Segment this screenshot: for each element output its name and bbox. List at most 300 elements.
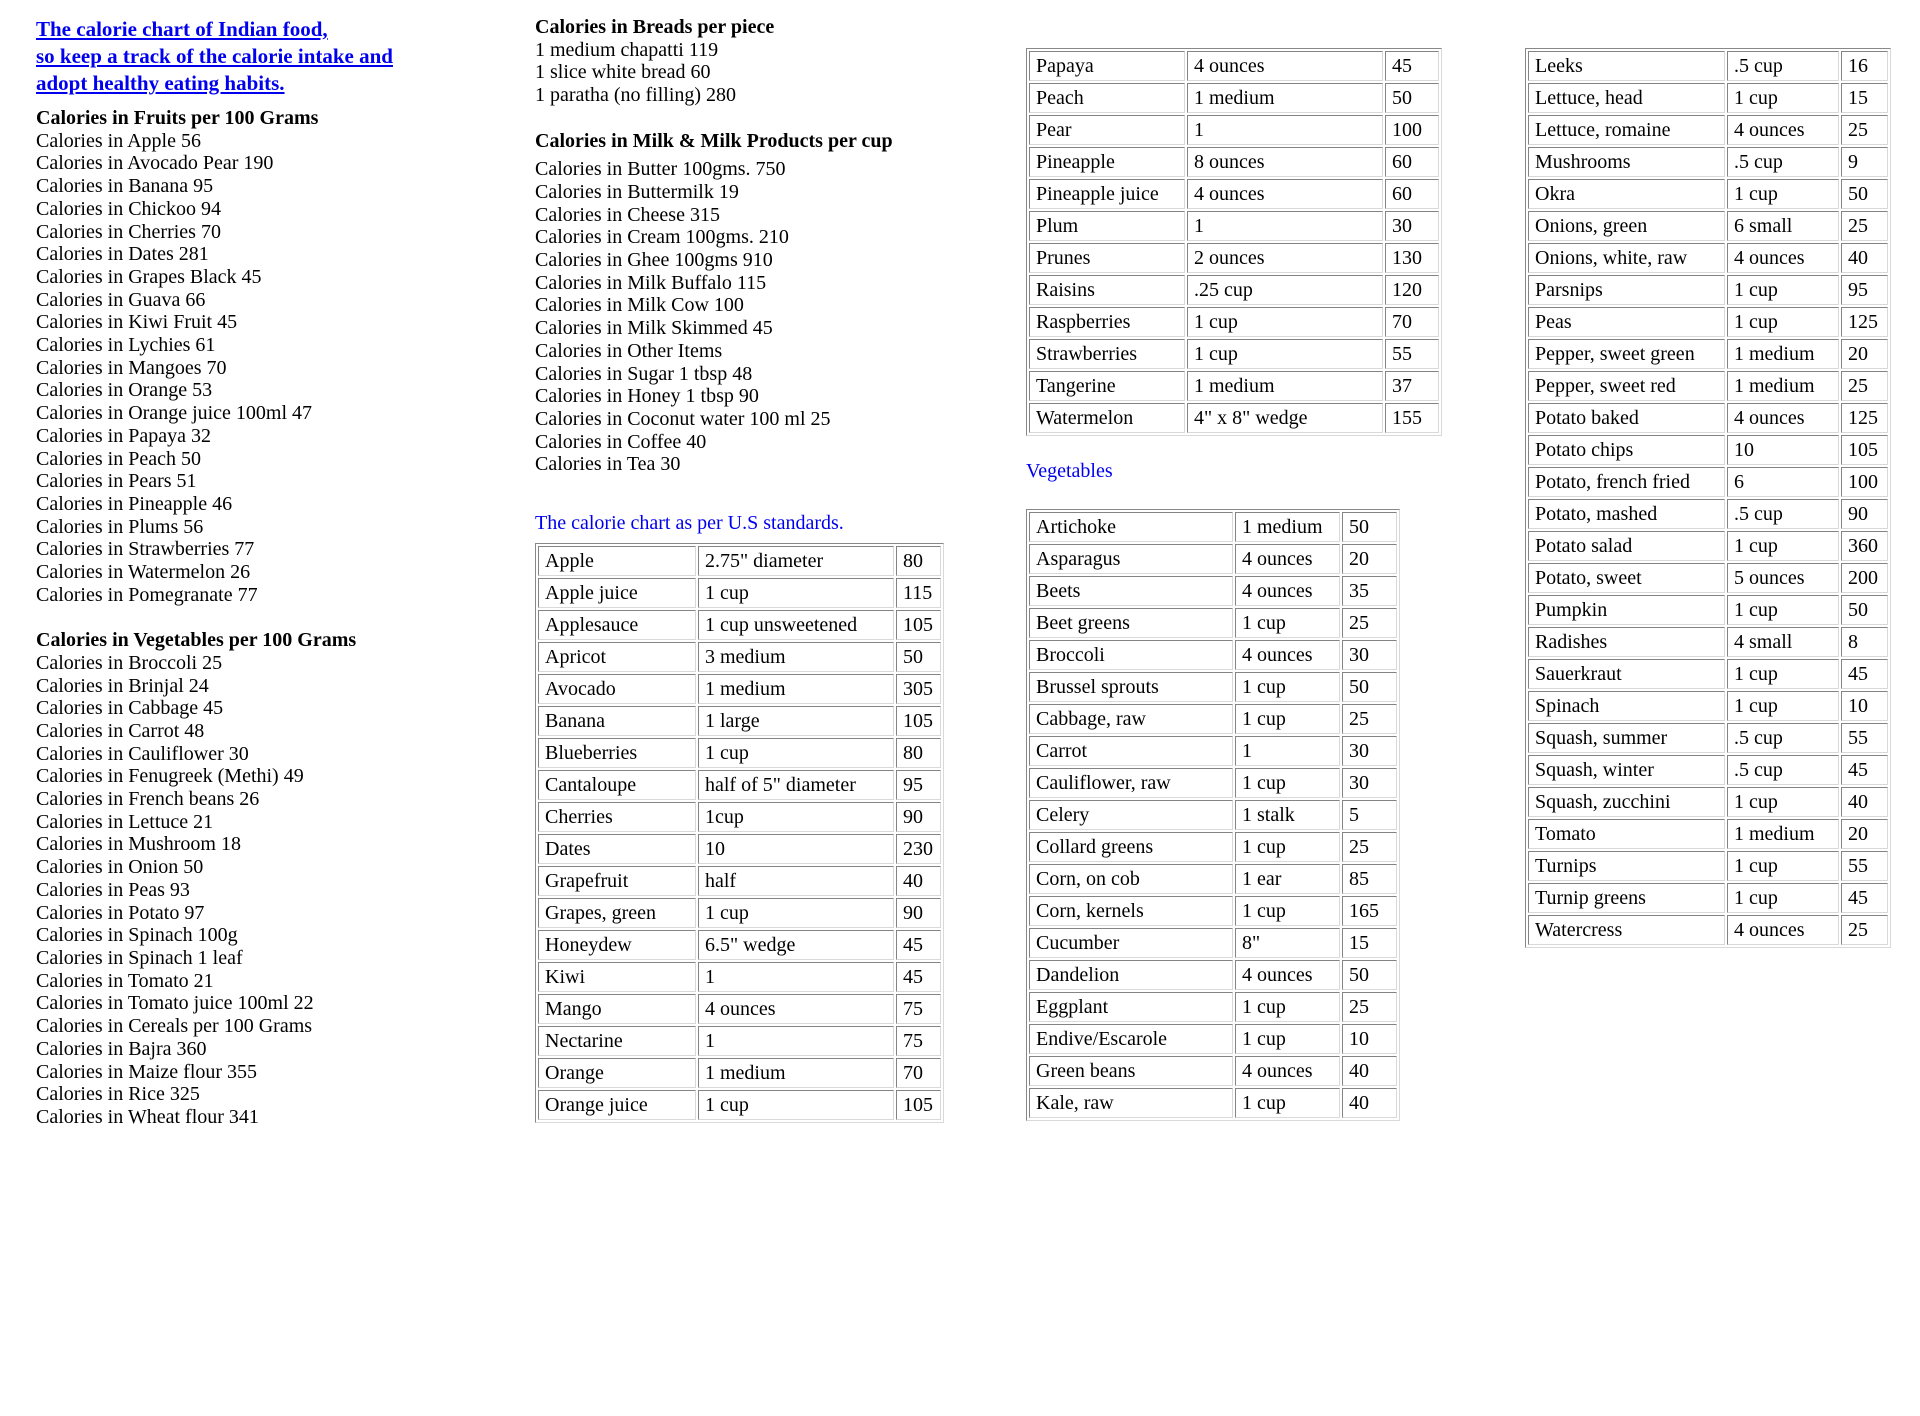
table-row xyxy=(538,1026,941,1056)
text-line: Calories in Rice 325 xyxy=(36,1083,200,1106)
calories-cell: 75 xyxy=(896,994,941,1024)
table-row xyxy=(1029,275,1439,305)
serving-size-cell: 4 small xyxy=(1727,627,1839,657)
page-title-link[interactable] xyxy=(36,16,516,97)
food-name-cell: Corn, kernels xyxy=(1029,896,1233,926)
food-name-cell: Banana xyxy=(538,706,696,736)
table-row xyxy=(1029,1024,1397,1054)
text-line: Calories in Watermelon 26 xyxy=(36,561,251,584)
table-row xyxy=(538,1090,941,1120)
text-line: Calories in Guava 66 xyxy=(36,288,206,311)
calories-cell: 360 xyxy=(1841,531,1888,561)
table-row xyxy=(1029,928,1397,958)
food-name-cell: Peach xyxy=(1029,83,1185,113)
serving-size-cell: 6 xyxy=(1727,467,1839,497)
calories-cell: 25 xyxy=(1841,115,1888,145)
text-line: Calories in Honey 1 tbsp 90 xyxy=(535,385,759,408)
calories-cell: 40 xyxy=(1841,243,1888,273)
serving-size-cell: 1 cup xyxy=(698,738,894,768)
text-line: Calories in Tea 30 xyxy=(535,453,681,476)
calories-cell: 50 xyxy=(1841,179,1888,209)
table-row xyxy=(1029,1088,1397,1118)
table-row xyxy=(1528,211,1888,241)
calories-cell: 95 xyxy=(1841,275,1888,305)
text-line: Calories in Grapes Black 45 xyxy=(36,265,262,288)
table-row xyxy=(1029,51,1439,81)
text-line: Calories in Lettuce 21 xyxy=(36,810,214,833)
calories-cell: 55 xyxy=(1841,723,1888,753)
calories-cell: 105 xyxy=(896,706,941,736)
serving-size-cell: 1 cup xyxy=(1235,832,1340,862)
serving-size-cell: 1 cup xyxy=(1727,883,1839,913)
calories-cell: 105 xyxy=(896,1090,941,1120)
food-name-cell: Leeks xyxy=(1528,51,1725,81)
food-name-cell: Green beans xyxy=(1029,1056,1233,1086)
food-name-cell: Tomato xyxy=(1528,819,1725,849)
calories-cell: 45 xyxy=(1385,51,1439,81)
calories-cell: 20 xyxy=(1841,819,1888,849)
calories-cell: 75 xyxy=(896,1026,941,1056)
text-line: Calories in Maize flour 355 xyxy=(36,1060,258,1083)
serving-size-cell: 1 ear xyxy=(1235,864,1340,894)
serving-size-cell: 1 cup xyxy=(1235,992,1340,1022)
food-name-cell: Tangerine xyxy=(1029,371,1185,401)
table-row xyxy=(1528,563,1888,593)
table-row xyxy=(1528,915,1888,945)
food-name-cell: Cucumber xyxy=(1029,928,1233,958)
table-row xyxy=(1029,736,1397,766)
text-line: Calories in Cauliflower 30 xyxy=(36,742,249,765)
food-name-cell: Potato, sweet xyxy=(1528,563,1725,593)
calories-cell: 45 xyxy=(1841,755,1888,785)
food-name-cell: Cantaloupe xyxy=(538,770,696,800)
table-row xyxy=(538,642,941,672)
serving-size-cell: 1 cup xyxy=(1235,1088,1340,1118)
food-name-cell: Potato chips xyxy=(1528,435,1725,465)
serving-size-cell: 1 medium xyxy=(1187,83,1383,113)
us-vegetables-column xyxy=(1525,48,1905,948)
food-name-cell: Honeydew xyxy=(538,930,696,960)
table-row xyxy=(538,674,941,704)
food-name-cell: Pepper, sweet red xyxy=(1528,371,1725,401)
serving-size-cell: 4" x 8" wedge xyxy=(1187,403,1383,433)
milk-list xyxy=(535,158,975,476)
calories-cell: 10 xyxy=(1841,691,1888,721)
text-line: Calories in Milk Buffalo 115 xyxy=(535,271,767,294)
table-row xyxy=(1029,115,1439,145)
table-row xyxy=(1528,691,1888,721)
calories-cell: 9 xyxy=(1841,147,1888,177)
serving-size-cell: .5 cup xyxy=(1727,755,1839,785)
text-line: Calories in Spinach 1 leaf xyxy=(36,947,243,969)
serving-size-cell: 1 cup xyxy=(698,578,894,608)
calories-cell: 70 xyxy=(1385,307,1439,337)
text-line: Calories in Carrot 48 xyxy=(36,719,205,742)
table-row xyxy=(1528,275,1888,305)
food-name-cell: Pumpkin xyxy=(1528,595,1725,625)
serving-size-cell: 10 xyxy=(698,834,894,864)
table-row xyxy=(1528,883,1888,913)
food-name-cell: Plum xyxy=(1029,211,1185,241)
text-line: Calories in Cream 100gms. 210 xyxy=(535,226,789,249)
calories-cell: 50 xyxy=(1385,83,1439,113)
table-row xyxy=(1528,659,1888,689)
text-line: Calories in Buttermilk 19 xyxy=(535,180,739,203)
food-name-cell: Collard greens xyxy=(1029,832,1233,862)
serving-size-cell: 4 ounces xyxy=(1727,915,1839,945)
text-line: Calories in Cherries 70 xyxy=(36,220,221,243)
food-name-cell: Kale, raw xyxy=(1029,1088,1233,1118)
calories-cell: 60 xyxy=(1385,179,1439,209)
serving-size-cell: 10 xyxy=(1727,435,1839,465)
serving-size-cell: 1 cup xyxy=(1235,672,1340,702)
text-line: Calories in Coconut water 100 ml 25 xyxy=(535,407,831,430)
calories-cell: 50 xyxy=(1342,512,1397,542)
serving-size-cell: 1 cup xyxy=(1235,896,1340,926)
serving-size-cell: 1 cup xyxy=(1235,704,1340,734)
calories-cell: 30 xyxy=(1342,640,1397,670)
us-fruits-vegetables-column xyxy=(1026,48,1456,1121)
calories-cell: 25 xyxy=(1342,832,1397,862)
serving-size-cell: 1 cup xyxy=(698,1090,894,1120)
table-row xyxy=(1528,851,1888,881)
table-row xyxy=(1528,467,1888,497)
table-row xyxy=(1029,211,1439,241)
serving-size-cell: .25 cup xyxy=(1187,275,1383,305)
calories-cell: 305 xyxy=(896,674,941,704)
table-row xyxy=(1029,960,1397,990)
us-vegetables-table-1 xyxy=(1026,509,1400,1121)
text-line: 1 paratha (no filling) 280 xyxy=(535,84,737,107)
calories-cell: 25 xyxy=(1841,211,1888,241)
table-row xyxy=(1528,595,1888,625)
calories-cell: 50 xyxy=(1342,960,1397,990)
table-row xyxy=(1029,864,1397,894)
table-row xyxy=(1029,992,1397,1022)
calories-cell: 80 xyxy=(896,546,941,576)
serving-size-cell: 1 cup xyxy=(1235,608,1340,638)
serving-size-cell: 1 medium xyxy=(1727,339,1839,369)
serving-size-cell: 1 cup xyxy=(1727,307,1839,337)
food-name-cell: Apple xyxy=(538,546,696,576)
food-name-cell: Okra xyxy=(1528,179,1725,209)
food-name-cell: Strawberries xyxy=(1029,339,1185,369)
food-name-cell: Beet greens xyxy=(1029,608,1233,638)
serving-size-cell: 1 cup xyxy=(1727,659,1839,689)
table-row xyxy=(1029,147,1439,177)
indian-chart-column xyxy=(36,16,516,1129)
text-line: Calories in Peach 50 xyxy=(36,447,201,470)
serving-size-cell: 1 cup unsweetened xyxy=(698,610,894,640)
table-row xyxy=(538,962,941,992)
table-row xyxy=(1029,403,1439,433)
food-name-cell: Turnip greens xyxy=(1528,883,1725,913)
serving-size-cell: 8 ounces xyxy=(1187,147,1383,177)
serving-size-cell: 4 ounces xyxy=(1235,1056,1340,1086)
table-row xyxy=(1029,672,1397,702)
food-name-cell: Grapes, green xyxy=(538,898,696,928)
calories-cell: 30 xyxy=(1385,211,1439,241)
serving-size-cell: 2 ounces xyxy=(1187,243,1383,273)
calories-cell: 130 xyxy=(1385,243,1439,273)
calories-cell: 125 xyxy=(1841,403,1888,433)
serving-size-cell: 1 large xyxy=(698,706,894,736)
calories-cell: 60 xyxy=(1385,147,1439,177)
text-line: Calories in Lychies 61 xyxy=(36,334,216,357)
text-line: Calories in Tomato 21 xyxy=(36,969,214,992)
food-name-cell: Broccoli xyxy=(1029,640,1233,670)
section-spacer xyxy=(535,107,975,130)
table-row xyxy=(1029,640,1397,670)
table-row xyxy=(538,866,941,896)
calories-cell: 30 xyxy=(1342,736,1397,766)
calories-cell: 50 xyxy=(896,642,941,672)
text-line: Calories in Orange 53 xyxy=(36,379,213,402)
table-row xyxy=(538,834,941,864)
serving-size-cell: 1 xyxy=(698,1026,894,1056)
table-row xyxy=(1029,83,1439,113)
vegetables-label: Vegetables xyxy=(1026,460,1113,482)
food-name-cell: Onions, white, raw xyxy=(1528,243,1725,273)
serving-size-cell: 4 ounces xyxy=(1727,403,1839,433)
table-row xyxy=(1528,115,1888,145)
food-name-cell: Watermelon xyxy=(1029,403,1185,433)
food-name-cell: Blueberries xyxy=(538,738,696,768)
food-name-cell: Grapefruit xyxy=(538,866,696,896)
text-line: Calories in Butter 100gms. 750 xyxy=(535,158,786,181)
serving-size-cell: 1 medium xyxy=(698,674,894,704)
food-name-cell: Dates xyxy=(538,834,696,864)
food-name-cell: Kiwi xyxy=(538,962,696,992)
table-row xyxy=(1528,179,1888,209)
table-row xyxy=(1029,544,1397,574)
serving-size-cell: 4 ounces xyxy=(1235,960,1340,990)
serving-size-cell: 1 cup xyxy=(1235,768,1340,798)
calories-cell: 50 xyxy=(1841,595,1888,625)
serving-size-cell: 1 cup xyxy=(1727,851,1839,881)
food-name-cell: Raisins xyxy=(1029,275,1185,305)
calories-cell: 35 xyxy=(1342,576,1397,606)
table-row xyxy=(1029,243,1439,273)
text-line: Calories in Cabbage 45 xyxy=(36,697,224,720)
table-row xyxy=(1029,768,1397,798)
text-line: 1 medium chapatti 119 xyxy=(535,38,719,61)
serving-size-cell: .5 cup xyxy=(1727,723,1839,753)
serving-size-cell: 1 medium xyxy=(1727,819,1839,849)
serving-size-cell: 1 medium xyxy=(1187,371,1383,401)
fruits-list xyxy=(36,130,516,607)
serving-size-cell: .5 cup xyxy=(1727,499,1839,529)
title-line-2[interactable]: so keep a track of the calorie intake and xyxy=(36,44,393,68)
serving-size-cell: 4 ounces xyxy=(1187,179,1383,209)
table-row xyxy=(1528,787,1888,817)
food-name-cell: Beets xyxy=(1029,576,1233,606)
calories-cell: 105 xyxy=(896,610,941,640)
food-name-cell: Squash, zucchini xyxy=(1528,787,1725,817)
table-row xyxy=(1528,499,1888,529)
serving-size-cell: 1 cup xyxy=(1727,531,1839,561)
serving-size-cell: 3 medium xyxy=(698,642,894,672)
table-row xyxy=(1029,704,1397,734)
text-line: Calories in Apple 56 xyxy=(36,129,201,152)
serving-size-cell: 4 ounces xyxy=(1235,576,1340,606)
title-line-1[interactable]: The calorie chart of Indian food, xyxy=(36,17,328,41)
food-name-cell: Cabbage, raw xyxy=(1029,704,1233,734)
calories-cell: 10 xyxy=(1342,1024,1397,1054)
calories-cell: 55 xyxy=(1385,339,1439,369)
food-name-cell: Sauerkraut xyxy=(1528,659,1725,689)
table-row xyxy=(1528,51,1888,81)
calories-cell: 40 xyxy=(896,866,941,896)
text-line: Calories in Fenugreek (Methi) 49 xyxy=(36,765,304,788)
calories-cell: 155 xyxy=(1385,403,1439,433)
table-row xyxy=(538,738,941,768)
serving-size-cell: 1 cup xyxy=(1727,83,1839,113)
calories-cell: 100 xyxy=(1841,467,1888,497)
table-row xyxy=(1029,800,1397,830)
breads-milk-column xyxy=(535,16,975,1123)
calories-cell: 165 xyxy=(1342,896,1397,926)
calories-cell: 115 xyxy=(896,578,941,608)
calories-cell: 40 xyxy=(1342,1088,1397,1118)
food-name-cell: Pineapple xyxy=(1029,147,1185,177)
serving-size-cell: 1 medium xyxy=(698,1058,894,1088)
calories-cell: 100 xyxy=(1385,115,1439,145)
text-line: Calories in Pears 51 xyxy=(36,470,197,493)
text-line: Calories in Spinach 100g xyxy=(36,924,238,947)
food-name-cell: Radishes xyxy=(1528,627,1725,657)
serving-size-cell: 1 cup xyxy=(1727,691,1839,721)
serving-size-cell: 2.75" diameter xyxy=(698,546,894,576)
table-row xyxy=(1029,371,1439,401)
calories-cell: 20 xyxy=(1841,339,1888,369)
table-row xyxy=(1528,243,1888,273)
table-row xyxy=(1029,576,1397,606)
food-name-cell: Apricot xyxy=(538,642,696,672)
text-line: Calories in Dates 281 xyxy=(36,243,209,266)
text-line: 1 slice white bread 60 xyxy=(535,61,711,84)
table-row xyxy=(1029,512,1397,542)
food-name-cell: Pear xyxy=(1029,115,1185,145)
text-line: Calories in Milk Cow 100 xyxy=(535,294,744,317)
food-name-cell: Spinach xyxy=(1528,691,1725,721)
food-name-cell: Orange xyxy=(538,1058,696,1088)
food-name-cell: Applesauce xyxy=(538,610,696,640)
food-name-cell: Cauliflower, raw xyxy=(1029,768,1233,798)
calories-cell: 70 xyxy=(896,1058,941,1088)
table-row xyxy=(1528,435,1888,465)
food-name-cell: Watercress xyxy=(1528,915,1725,945)
serving-size-cell: .5 cup xyxy=(1727,51,1839,81)
table-row xyxy=(1528,339,1888,369)
serving-size-cell: 4 ounces xyxy=(1235,640,1340,670)
calories-cell: 85 xyxy=(1342,864,1397,894)
text-line: Calories in Mangoes 70 xyxy=(36,356,227,379)
text-line: Calories in Onion 50 xyxy=(36,856,204,879)
calories-cell: 45 xyxy=(896,930,941,960)
table-row xyxy=(538,802,941,832)
calories-cell: 120 xyxy=(1385,275,1439,305)
food-name-cell: Eggplant xyxy=(1029,992,1233,1022)
text-line: Calories in Brinjal 24 xyxy=(36,674,209,697)
food-name-cell: Dandelion xyxy=(1029,960,1233,990)
calories-cell: 20 xyxy=(1342,544,1397,574)
text-line: Calories in Papaya 32 xyxy=(36,424,211,447)
table-row xyxy=(1528,307,1888,337)
food-name-cell: Papaya xyxy=(1029,51,1185,81)
calories-cell: 16 xyxy=(1841,51,1888,81)
text-line: Calories in Sugar 1 tbsp 48 xyxy=(535,362,753,385)
text-line: Calories in Pomegranate 77 xyxy=(36,583,258,606)
table-row xyxy=(538,930,941,960)
food-name-cell: Peas xyxy=(1528,307,1725,337)
text-line: Calories in Pineapple 46 xyxy=(36,492,233,515)
text-line: Calories in Mushroom 18 xyxy=(36,833,241,856)
calories-cell: 125 xyxy=(1841,307,1888,337)
food-name-cell: Potato, french fried xyxy=(1528,467,1725,497)
food-name-cell: Avocado xyxy=(538,674,696,704)
table-row xyxy=(1528,627,1888,657)
calories-cell: 55 xyxy=(1841,851,1888,881)
calories-cell: 80 xyxy=(896,738,941,768)
food-name-cell: Endive/Escarole xyxy=(1029,1024,1233,1054)
table-row xyxy=(1528,531,1888,561)
calories-cell: 50 xyxy=(1342,672,1397,702)
text-line: Calories in Avocado Pear 190 xyxy=(36,152,274,175)
serving-size-cell: 1 xyxy=(1187,211,1383,241)
food-name-cell: Pineapple juice xyxy=(1029,179,1185,209)
food-name-cell: Pepper, sweet green xyxy=(1528,339,1725,369)
food-name-cell: Raspberries xyxy=(1029,307,1185,337)
table-row xyxy=(1029,179,1439,209)
table-row xyxy=(1528,83,1888,113)
table-row xyxy=(1528,403,1888,433)
table-row xyxy=(1528,755,1888,785)
food-name-cell: Squash, summer xyxy=(1528,723,1725,753)
serving-size-cell: 8" xyxy=(1235,928,1340,958)
calories-cell: 25 xyxy=(1841,371,1888,401)
serving-size-cell: 1cup xyxy=(698,802,894,832)
food-name-cell: Celery xyxy=(1029,800,1233,830)
serving-size-cell: 1 xyxy=(1187,115,1383,145)
serving-size-cell: 1 cup xyxy=(1235,1024,1340,1054)
serving-size-cell: 1 cup xyxy=(1187,339,1383,369)
text-line: Calories in Tomato juice 100ml 22 xyxy=(36,992,314,1015)
calories-cell: 200 xyxy=(1841,563,1888,593)
serving-size-cell: half of 5" diameter xyxy=(698,770,894,800)
serving-size-cell: half xyxy=(698,866,894,896)
text-line: Calories in French beans 26 xyxy=(36,788,260,811)
text-line: Calories in Chickoo 94 xyxy=(36,197,221,220)
calories-cell: 8 xyxy=(1841,627,1888,657)
serving-size-cell: 1 medium xyxy=(1235,512,1340,542)
food-name-cell: Artichoke xyxy=(1029,512,1233,542)
calories-cell: 25 xyxy=(1342,608,1397,638)
text-line: Calories in Milk Skimmed 45 xyxy=(535,317,773,340)
calories-cell: 5 xyxy=(1342,800,1397,830)
title-gap xyxy=(36,97,516,107)
serving-size-cell: 4 ounces xyxy=(698,994,894,1024)
text-line: Calories in Broccoli 25 xyxy=(36,651,223,674)
food-name-cell: Mushrooms xyxy=(1528,147,1725,177)
title-line-3[interactable]: adopt healthy eating habits. xyxy=(36,71,285,95)
table-row xyxy=(1029,832,1397,862)
serving-size-cell: 1 xyxy=(1235,736,1340,766)
food-name-cell: Asparagus xyxy=(1029,544,1233,574)
calories-cell: 45 xyxy=(896,962,941,992)
serving-size-cell: 1 stalk xyxy=(1235,800,1340,830)
food-name-cell: Parsnips xyxy=(1528,275,1725,305)
